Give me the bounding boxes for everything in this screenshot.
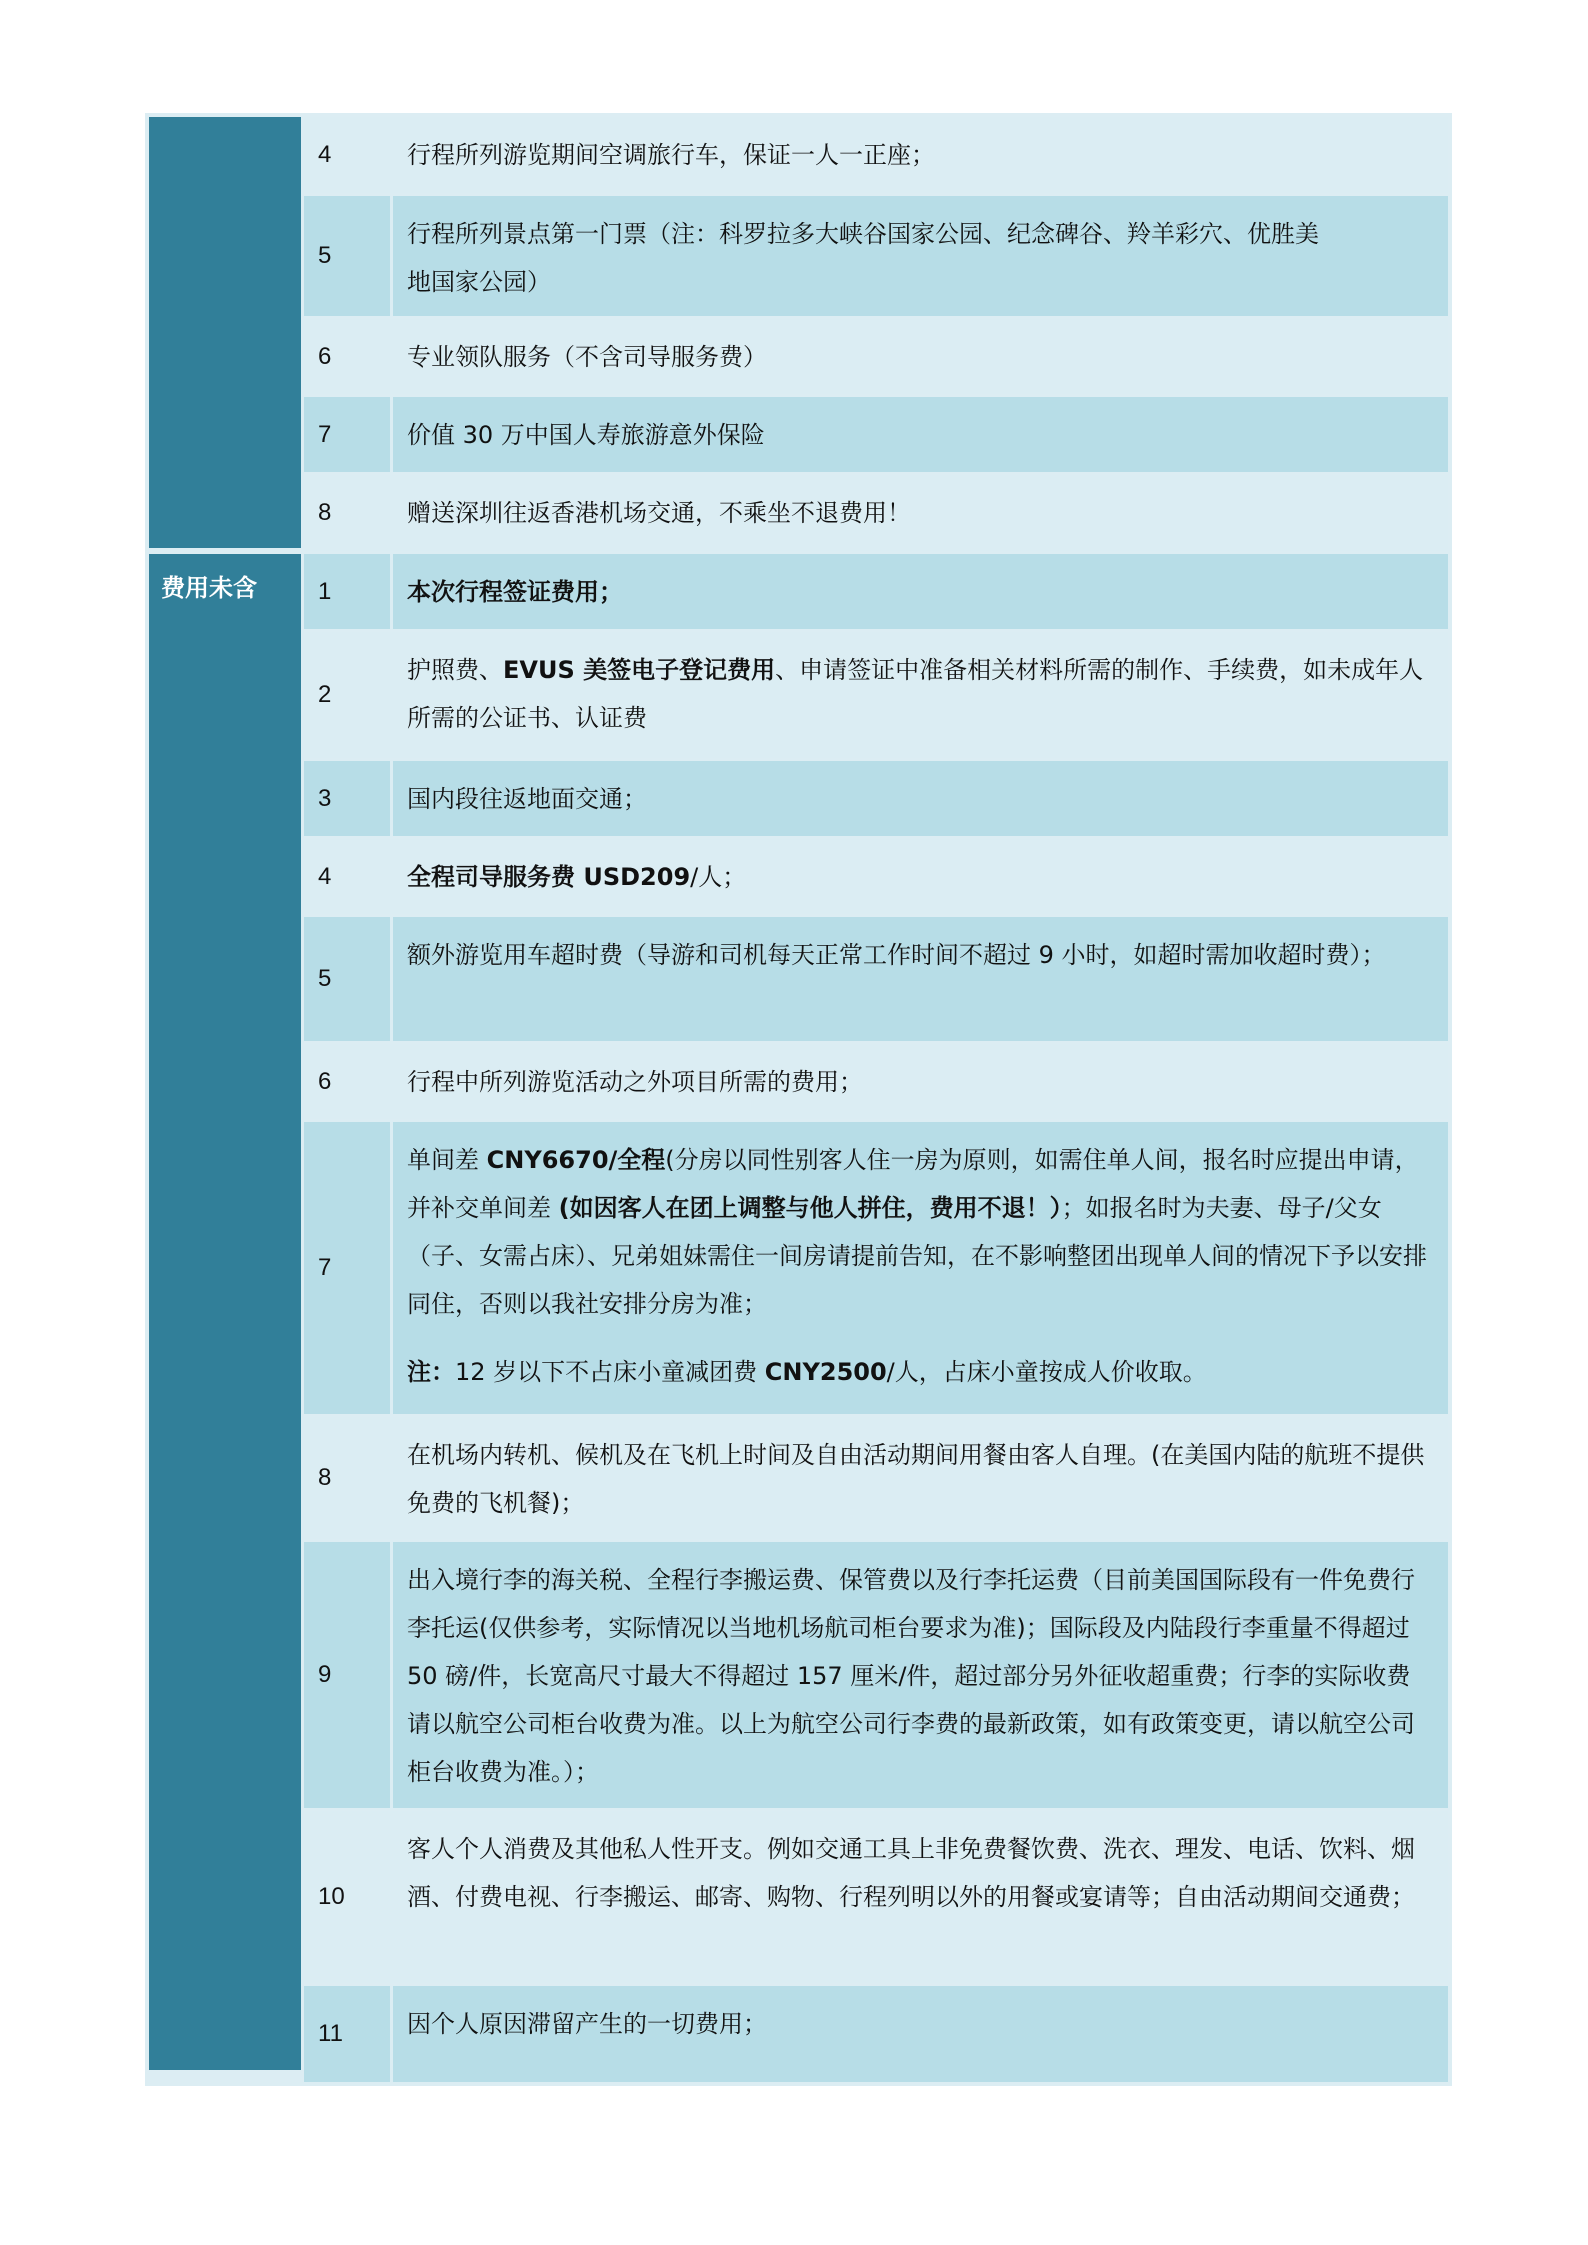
table-row xyxy=(304,839,1448,914)
row-number: 5 xyxy=(304,917,390,1041)
row-text: 行程所列游览期间空调旅行车，保证一人一正座； xyxy=(390,117,1448,193)
row-text: 单间差 CNY6670/全程(分房以同性别客人住一房为原则，如需住单人间，报名时应提出申请，并补交单间差 (如因客人在团上调整与他人拼住，费用不退！）；如报名时为夫妻、母子/父女（子、女需占床）、兄弟姐妹需住一间房请提前告知，在不影响整团出现单人间的情况下予以安排同住，否则以我社安排分房为准； 注：12 岁以下不占床小童减团费 CNY2500/人，占床小童按成人价收取。 xyxy=(393,1122,1448,1414)
row-text: 本次行程签证费用； xyxy=(393,554,1448,629)
section-included-continued xyxy=(149,117,1448,551)
row-number: 1 xyxy=(304,554,390,629)
row-number: 8 xyxy=(304,1417,390,1539)
row-text: 赠送深圳往返香港机场交通，不乘坐不退费用！ xyxy=(390,475,1448,551)
row-text: 行程中所列游览活动之外项目所需的费用； xyxy=(390,1044,1448,1119)
table-row xyxy=(304,319,1448,394)
section-not-included xyxy=(149,554,1448,2082)
row-number: 8 xyxy=(304,475,390,551)
table-row xyxy=(304,397,1448,472)
table-row xyxy=(304,917,1448,1041)
row-number: 6 xyxy=(304,1044,390,1119)
table-row xyxy=(304,1986,1448,2082)
table-row xyxy=(304,196,1448,316)
table-row xyxy=(304,117,1448,193)
cost-table xyxy=(145,113,1452,2086)
table-row xyxy=(304,632,1448,758)
table-row xyxy=(304,554,1448,629)
row-text: 护照费、EVUS 美签电子登记费用、申请签证中准备相关材料所需的制作、手续费，如未成年人所需的公证书、认证费 xyxy=(390,632,1448,758)
table-row xyxy=(304,1417,1448,1539)
table-row xyxy=(304,475,1448,551)
row-text: 因个人原因滞留产生的一切费用； xyxy=(393,1986,1448,2082)
row-number: 6 xyxy=(304,319,390,394)
row-number: 10 xyxy=(304,1811,390,1983)
row-number: 2 xyxy=(304,632,390,758)
section-label xyxy=(149,117,301,548)
row-text: 价值 30 万中国人寿旅游意外保险 xyxy=(393,397,1448,472)
table-row xyxy=(304,1044,1448,1119)
row-text: 额外游览用车超时费（导游和司机每天正常工作时间不超过 9 小时，如超时需加收超时费）； xyxy=(393,917,1448,1041)
row-number: 11 xyxy=(304,1986,390,2082)
row-text: 专业领队服务（不含司导服务费） xyxy=(390,319,1448,394)
row-number: 3 xyxy=(304,761,390,836)
row-text: 客人个人消费及其他私人性开支。例如交通工具上非免费餐饮费、洗衣、理发、电话、饮料、烟酒、付费电视、行李搬运、邮寄、购物、行程列明以外的用餐或宴请等；自由活动期间交通费； xyxy=(390,1811,1448,1983)
row-text: 行程所列景点第一门票（注：科罗拉多大峡谷国家公园、纪念碑谷、羚羊彩穴、优胜美 地国家公园） xyxy=(393,196,1448,316)
row-text: 在机场内转机、候机及在飞机上时间及自由活动期间用餐由客人自理。(在美国内陆的航班不提供免费的飞机餐)； xyxy=(390,1417,1448,1539)
row-number: 5 xyxy=(304,196,390,316)
row-text: 全程司导服务费 USD209/人； xyxy=(390,839,1448,914)
row-text: 出入境行李的海关税、全程行李搬运费、保管费以及行李托运费（目前美国国际段有一件免费行李托运(仅供参考，实际情况以当地机场航司柜台要求为准)；国际段及内陆段行李重量不得超过 50 磅/件，长宽高尺寸最大不得超过 157 厘米/件，超过部分另外征收超重费；行李的实际收费请以航空公司柜台收费为准。以上为航空公司行李费的最新政策，如有政策变更，请以航空公司柜台收费为准。）； xyxy=(393,1542,1448,1808)
row-number: 4 xyxy=(304,839,390,914)
row-number: 7 xyxy=(304,1122,390,1414)
table-row xyxy=(304,761,1448,836)
table-row xyxy=(304,1122,1448,1414)
row-number: 4 xyxy=(304,117,390,193)
row-number: 9 xyxy=(304,1542,390,1808)
row-text: 国内段往返地面交通； xyxy=(393,761,1448,836)
row-number: 7 xyxy=(304,397,390,472)
section-label: 费用未含 xyxy=(149,554,301,2070)
table-row xyxy=(304,1811,1448,1983)
table-row xyxy=(304,1542,1448,1808)
